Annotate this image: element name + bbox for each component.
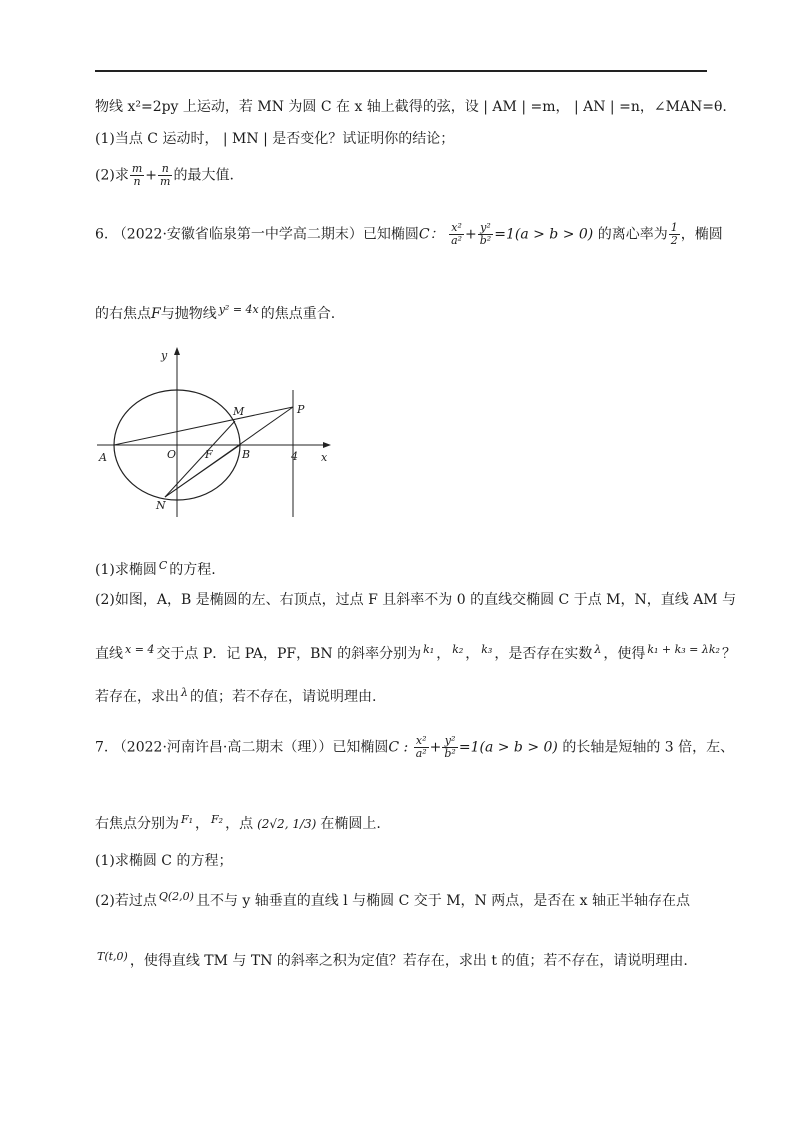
label-F: F — [205, 448, 213, 461]
q6-part1: (1)求椭圆 $^C$ 的方程. — [95, 559, 216, 578]
q6-part2-line3: 若存在，求出 $^\lambda$ 的值；若不存在，请说明理由. — [95, 686, 377, 705]
q7-part2-line2: $^{T(t,0)}$ ，使得直线 TM 与 TN 的斜率之积为定值？若存在，求出 t 的值；若不存在，请说明理由. — [97, 950, 688, 969]
n-over-m: $\frac{n}{m}$ — [160, 162, 171, 188]
q7-condition: =1(a > b > 0) — [458, 739, 558, 756]
label-A: A — [99, 451, 107, 464]
label-M: M — [233, 405, 245, 418]
x-axis-arrow — [323, 442, 331, 448]
q5-part2: (2)求 $\frac{m}{n}$ + $\frac{n}{m}$ 的最大值. — [95, 162, 234, 188]
label-4: 4 — [291, 450, 298, 463]
label-x: x — [321, 451, 328, 464]
ellipse-figure — [95, 345, 345, 520]
q6-part2-line1: (2)如图，A，B 是椭圆的左、右顶点，过点 F 且斜率不为 0 的直线交椭圆 C 于点 M，N，直线 AM 与 — [95, 592, 737, 608]
q5-line1: 物线 x²=2py 上运动，若 MN 为圆 C 在 x 轴上截得的弦，设 | AM | =m， | AN | =n，∠MAN=θ. — [95, 99, 727, 115]
q6-part2-line2: 直线 $^{x = 4}$ 交于点 P．记 PA，PF，BN 的斜率分别为 $^{k_1}$ ， $^{k_2}$ ， $^{k_3}$ ，是否存在实数 $^\lambda$ ，使得 $^{k_1 + k_3 = \lambda k_2}$ ？ — [95, 643, 736, 662]
q7-source: （2022·河南许昌·高二期末（理））已知椭圆 — [112, 739, 389, 756]
parabola-eq: y² = 4x — [218, 303, 259, 316]
label-O: O — [167, 448, 177, 461]
q6-condition: =1(a > b > 0) — [494, 226, 594, 243]
header-rule — [95, 70, 707, 72]
q7-line1: 7. （2022·河南许昌·高二期末（理））已知椭圆C : $\frac{\text{x²}}{\text{a²}}$ + $\frac{\text{y²}}{\text{b²}}$ =1(a > b > 0) 的长轴是短轴的 3 倍，左、 — [95, 734, 735, 760]
point-coordinates: (2√2, 1/3) — [257, 817, 317, 831]
line-NB — [165, 445, 240, 497]
q5-part1: (1)当点 C 运动时， | MN | 是否变化？试证明你的结论； — [95, 131, 455, 147]
q6-line2: 的右焦点F与抛物线 $^{y^2 = 4x}$ 的焦点重合. — [95, 303, 336, 322]
label-B: B — [242, 448, 251, 461]
q7-number: 7. — [95, 739, 109, 756]
q7-part2-line1: (2)若过点 $^{Q(2,0)}$ 且不与 y 轴垂直的直线 l 与椭圆 C 交于 M，N 两点，是否在 x 轴正半轴存在点 — [95, 890, 691, 909]
label-N: N — [156, 499, 166, 512]
q7-line2: 右焦点分别为 $^{F_1}$ ， $^{F_2}$ ，点 (2√2, 1/3) 在椭圆上. — [95, 813, 381, 832]
q6-line1: 6. （2022·安徽省临泉第一中学高二期末）已知椭圆C： $\frac{\text{x²}}{\text{a²}}$ + $\frac{\text{y²}}{\text{b²}}$ =1(a > b > 0) 的离心率为 $\frac{1}{2}$ ，椭圆 — [95, 221, 723, 247]
slope-relation: k₁ + k₃ = λk₂ — [647, 643, 720, 656]
point-Q: Q(2,0) — [158, 890, 194, 903]
label-P: P — [297, 403, 305, 416]
q6-number: 6. — [95, 226, 109, 243]
eccentricity: $\frac{1}{2}$ — [670, 221, 678, 247]
label-y: y — [161, 349, 168, 362]
y-axis-arrow — [174, 347, 180, 355]
m-over-n: $\frac{m}{n}$ — [131, 162, 143, 188]
q7-part1: (1)求椭圆 C 的方程； — [95, 853, 233, 869]
point-T: T(t,0) — [97, 950, 128, 963]
q6-source: （2022·安徽省临泉第一中学高二期末）已知椭圆 — [112, 226, 419, 243]
